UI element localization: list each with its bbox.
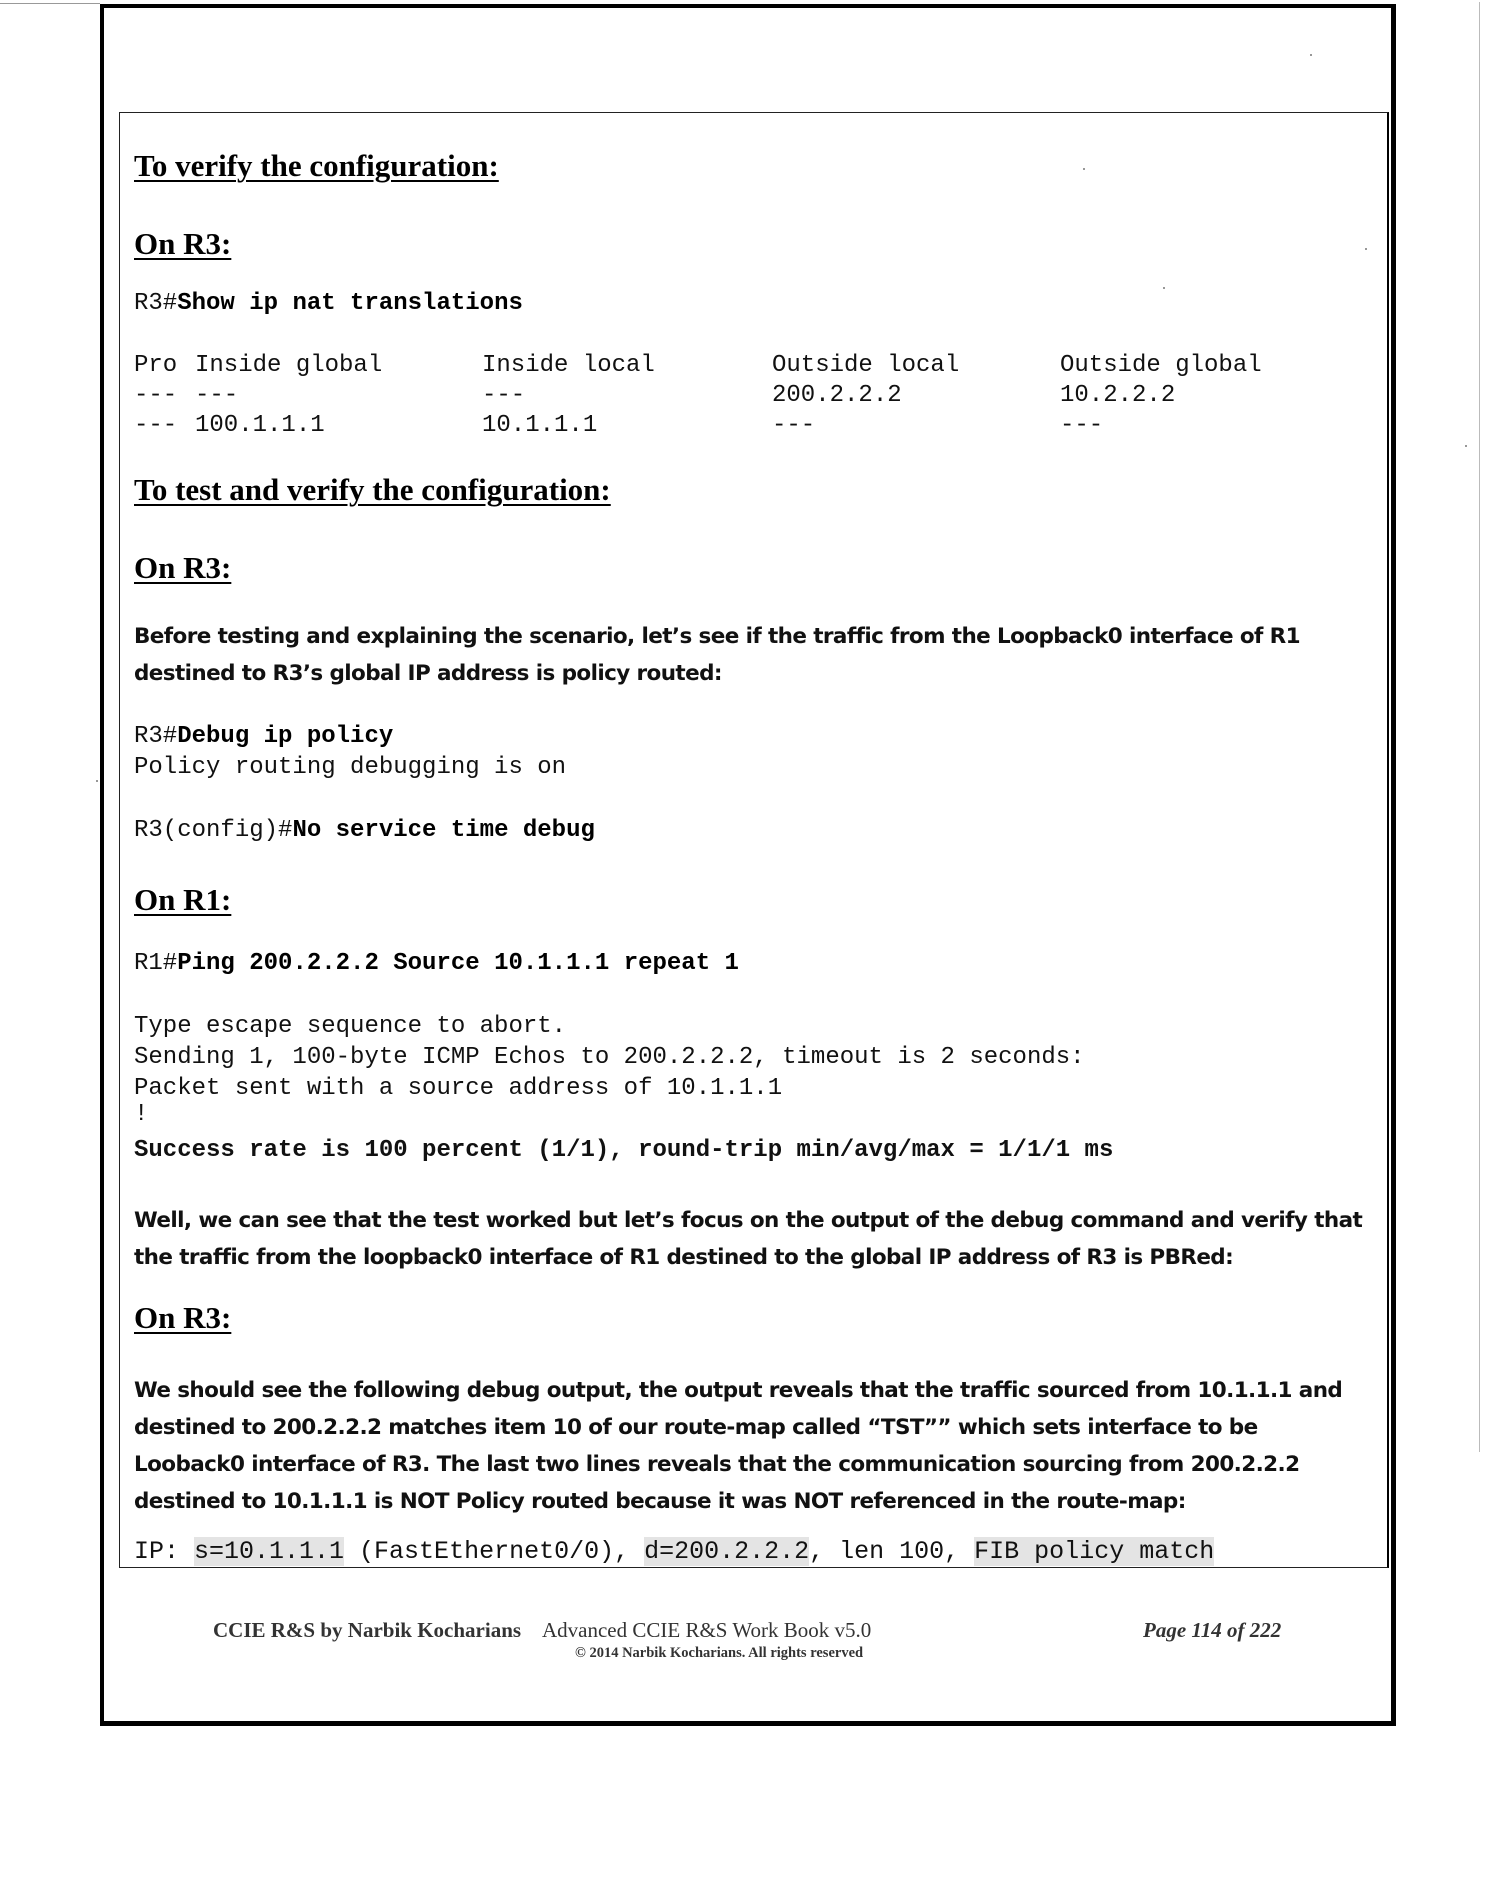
debug-source: s=10.1.1.1 [194,1537,345,1566]
scan-speck [96,780,98,782]
nat-cell: 200.2.2.2 [772,382,902,409]
scan-speck [1163,287,1165,289]
footer-author: CCIE R&S by Narbik Kocharians [213,1618,522,1642]
nat-cell: 100.1.1.1 [195,412,325,439]
ping-output-line: Packet sent with a source address of 10.1.1.1 [134,1075,783,1102]
intro-paragraph: Before testing and explaining the scenario, let’s see if the traffic from the Loopback0 interface of R1 destined to R3’s global IP address is policy routed: [134,624,1300,686]
nat-cell: 10.1.1.1 [482,412,598,439]
nat-cell: --- [134,382,178,409]
nat-header-inside-global: Inside global [195,352,383,379]
command: Debug ip policy [177,723,394,750]
scan-speck [1310,54,1312,56]
prompt: R3# [134,290,178,317]
explain-paragraph: We should see the following debug output, the output reveals that the traffic sourced from 10.1.1.1 and destined to 200.2.2.2 matches item 10 of our route-map called “TST”” which sets interface to be Looback0 interface of R3. The last two lines reveals that the communication sourcing from 200.2.2.2 destined to 10.1.1.1 is NOT Policy routed because it was NOT referenced in the route-map: [134,1378,1343,1514]
nat-header-inside-local: Inside local [482,352,655,379]
debug-match: FIB policy match [974,1537,1215,1566]
debug-interface: (FastEthernet0/0), [344,1537,645,1566]
nat-cell: --- [1060,412,1104,439]
debug-prefix: IP: [134,1537,195,1566]
ping-output-line: Type escape sequence to abort. [134,1013,567,1040]
nat-cell: --- [772,412,816,439]
config-command-line [134,817,595,844]
ping-command-line [134,950,739,977]
debug-command-line [134,723,393,750]
ping-output-line: Sending 1, 100-byte ICMP Echos to 200.2.2.2, timeout is 2 seconds: [134,1044,1085,1071]
command: Show ip nat translations [177,290,523,317]
scan-speck [1465,445,1467,447]
on-r1-heading: On R1: [134,882,232,917]
prompt: R3(config)# [134,817,293,844]
nat-header-pro: Pro [134,352,178,379]
footer-page-number: Page 114 of 222 [1143,1618,1282,1642]
ping-output-line: ! [134,1101,149,1128]
prompt: R3# [134,723,178,750]
debug-output-line [134,1537,1214,1566]
scan-artifact-line [0,3,100,4]
scan-speck [1083,168,1085,170]
debug-destination: d=200.2.2.2 [644,1537,810,1566]
debug-output-line: Policy routing debugging is on [134,754,567,781]
nat-header-outside-local: Outside local [772,352,960,379]
on-r3-heading: On R3: [134,1300,232,1335]
scan-speck [1365,248,1367,250]
nat-cell: 10.2.2.2 [1060,382,1176,409]
verify-heading: To verify the configuration: [134,148,499,183]
nat-cell: --- [195,382,239,409]
test-heading: To test and verify the configuration: [134,472,611,507]
footer-copyright: © 2014 Narbik Kocharians. All rights reserved [575,1645,864,1661]
scan-artifact-edge [1479,2,1480,1452]
nat-cell: --- [134,412,178,439]
footer-book-title: Advanced CCIE R&S Work Book v5.0 [542,1618,872,1642]
on-r3-heading: On R3: [134,226,232,261]
command: No service time debug [292,817,595,844]
debug-length: , len 100, [809,1537,975,1566]
nat-command-line [134,290,523,317]
result-paragraph: Well, we can see that the test worked but let’s focus on the output of the debug command and verify that the traffic from the loopback0 interface of R1 destined to the global IP address of R3 is PBRed: [134,1208,1363,1270]
on-r3-heading: On R3: [134,550,232,585]
prompt: R1# [134,950,178,977]
command: Ping 200.2.2.2 Source 10.1.1.1 repeat 1 [177,950,739,977]
nat-cell: --- [482,382,526,409]
nat-header-outside-global: Outside global [1060,352,1262,379]
ping-result-line: Success rate is 100 percent (1/1), round-trip min/avg/max = 1/1/1 ms [134,1137,1114,1164]
